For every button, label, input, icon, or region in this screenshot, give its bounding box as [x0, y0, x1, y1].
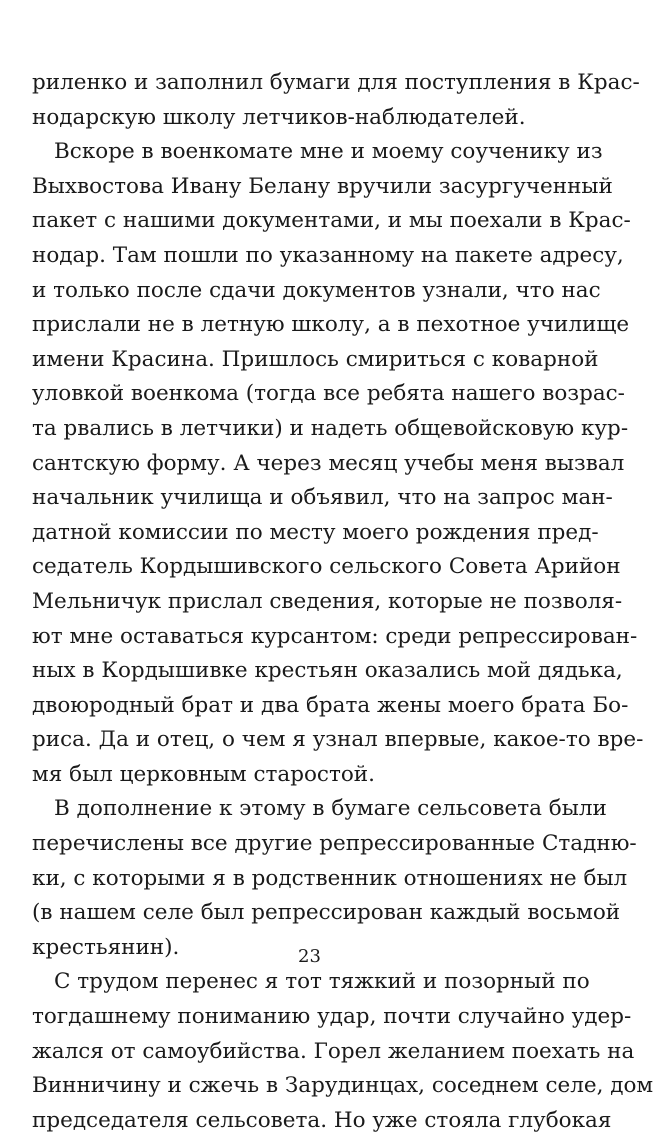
text-line: та рвались в летчики) и надеть общевойсковую кур-	[32, 415, 629, 441]
text-line: ных в Кордышивке крестьян оказались мой дядька,	[32, 658, 623, 684]
body-text	[32, 66, 653, 1138]
text-line: ки, с которыми я в родственник отношениях не был	[32, 865, 628, 891]
text-line: уловкой военкома (тогда все ребята нашего возрас-	[32, 381, 625, 407]
text-line: и только после сдачи документов узнали, что нас	[32, 277, 601, 303]
text-line: Вскоре в военкомате мне и моему соученику из	[54, 139, 603, 165]
text-line: нодарскую школу летчиков-наблюдателей.	[32, 104, 526, 130]
text-line: седатель Кордышивского сельского Совета Арийон	[32, 554, 621, 580]
text-line: С трудом перенес я тот тяжкий и позорный по	[54, 969, 590, 995]
text-line: имени Красина. Пришлось смириться с коварной	[32, 346, 599, 372]
text-line: крестьянин).	[32, 934, 180, 960]
text-line: перечислены все другие репрессированные Стадню-	[32, 831, 637, 857]
text-line: прислали не в летную школу, а в пехотное училище	[32, 312, 630, 338]
paragraph	[32, 965, 653, 1138]
text-line: Выхвостова Ивану Белану вручили засургученный	[32, 173, 613, 199]
text-line: тогдашнему пониманию удар, почти случайно удер-	[32, 1004, 632, 1030]
text-line: риленко и заполнил бумаги для поступления в Крас-	[32, 70, 640, 95]
text-line: риса. Да и отец, о чем я узнал впервые, какое-то вре-	[32, 727, 644, 753]
text-line: мя был церковным старостой.	[32, 761, 375, 787]
paragraph	[32, 135, 644, 792]
paragraph	[32, 66, 640, 135]
text-line: Винничину и сжечь в Зарудинцах, соседнем селе, дом	[32, 1073, 653, 1099]
text-line: пакет с нашими документами, и мы поехали в Крас-	[32, 208, 631, 234]
page-number: 23	[298, 946, 321, 967]
text-line: двоюродный брат и два брата жены моего брата Бо-	[32, 692, 629, 718]
paragraph	[32, 792, 637, 965]
text-line: В дополнение к этому в бумаге сельсовета были	[54, 796, 607, 822]
text-line: жался от самоубийства. Горел желанием поехать на	[32, 1038, 635, 1064]
text-line: Мельничук прислал сведения, которые не позволя-	[32, 588, 623, 614]
text-line: датной комиссии по месту моего рождения пред-	[32, 519, 599, 545]
text-line: сантскую форму. А через месяц учебы меня вызвал	[32, 450, 625, 476]
text-line: нодар. Там пошли по указанному на пакете адресу,	[32, 242, 624, 268]
text-line: ют мне оставаться курсантом: среди репрессирован-	[32, 623, 638, 649]
text-line: начальник училища и объявил, что на запрос ман-	[32, 485, 613, 511]
text-line: (в нашем селе был репрессирован каждый восьмой	[32, 900, 621, 926]
text-line: председателя сельсовета. Но уже стояла глубокая	[32, 1107, 612, 1133]
